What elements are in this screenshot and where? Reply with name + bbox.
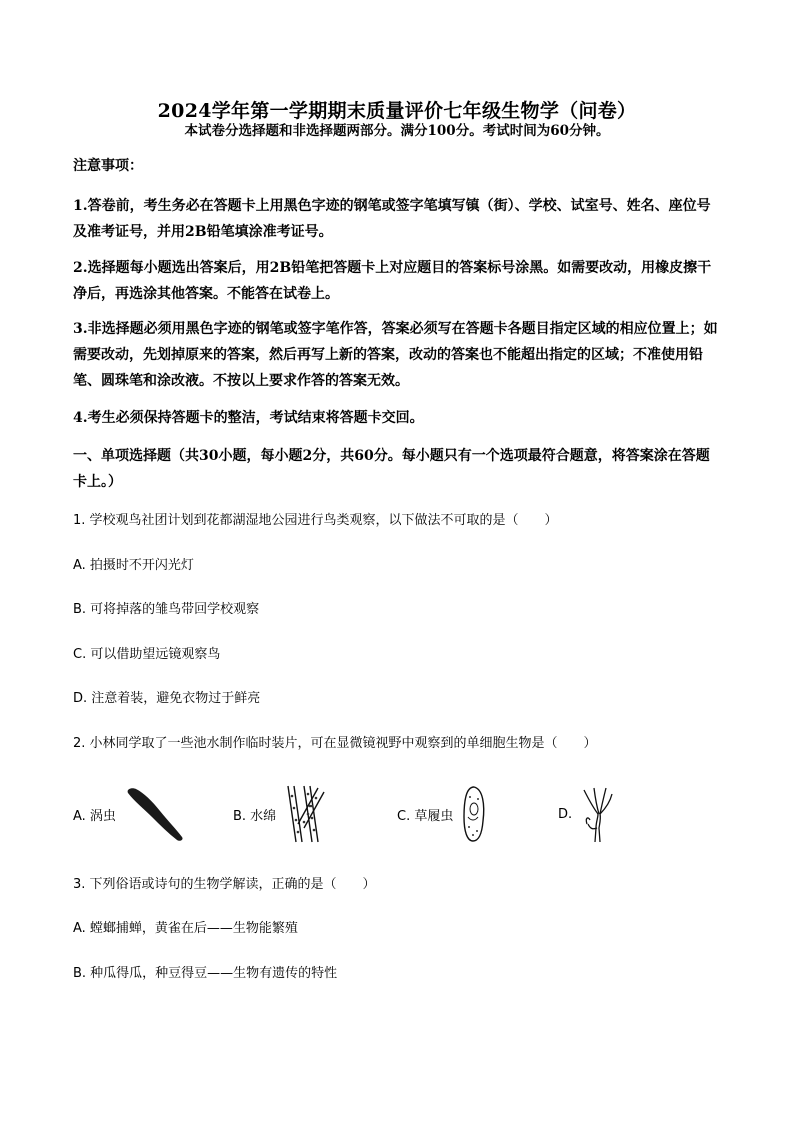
notice-item-1: 1.答卷前，考生务必在答题卡上用黑色字迹的钢笔或签字笔填写镇（街）、学校、试室号、姓名、座位号及准考证号，并用2B铅笔填涂准考证号。 bbox=[73, 198, 711, 240]
question-2-option-a bbox=[73, 784, 186, 844]
question-3-option-a: A. 螳螂捕蝉，黄雀在后——生物能繁殖 bbox=[73, 921, 298, 936]
section-heading: 一、单项选择题（共30小题，每小题2分，共60分。每小题只有一个选项最符合题意，将答案涂在答题卡上。） bbox=[73, 448, 710, 490]
notice-item-3: 3.非选择题必须用黑色字迹的钢笔或签字笔作答，答案必须写在答题卡各题目指定区域的相应位置上；如需要改动，先划掉原来的答案，然后再写上新的答案，改动的答案也不能超出指定的区域；不准使用铅笔、圆珠笔和涂改液。不按以上要求作答的答案无效。 bbox=[73, 321, 718, 389]
paramecium-icon bbox=[461, 785, 487, 843]
option-d-label: D. bbox=[558, 806, 573, 822]
question-2-stem: 2. 小林同学取了一些池水制作临时装片，可在显微镜视野中观察到的单细胞生物是（ ） bbox=[73, 736, 597, 751]
option-b-label: B. 水绵 bbox=[233, 808, 277, 824]
question-1-option-c: C. 可以借助望远镜观察鸟 bbox=[73, 647, 221, 662]
notice-item-2: 2.选择题每小题选出答案后，用2B铅笔把答题卡上对应题目的答案标号涂黑。如需要改动，用橡皮擦干净后，再选涂其他答案。不能答在试卷上。 bbox=[73, 260, 712, 302]
question-2-option-c bbox=[397, 784, 487, 844]
notice-heading: 注意事项： bbox=[73, 158, 143, 174]
option-a-label: A. 涡虫 bbox=[73, 808, 116, 824]
question-3-option-b: B. 种瓜得瓜，种豆得豆——生物有遗传的特性 bbox=[73, 966, 338, 981]
question-3-stem: 3. 下列俗语或诗句的生物学解读，正确的是（ ） bbox=[73, 877, 376, 892]
question-2-option-b bbox=[233, 784, 330, 844]
hydra-icon bbox=[580, 784, 614, 844]
spirogyra-icon bbox=[284, 784, 330, 844]
question-1-option-d: D. 注意着装，避免衣物过于鲜亮 bbox=[73, 691, 261, 706]
question-1-stem: 1. 学校观鸟社团计划到花都湖湿地公园进行鸟类观察，以下做法不可取的是（ ） bbox=[73, 513, 558, 528]
option-c-label: C. 草履虫 bbox=[397, 808, 454, 824]
exam-instructions: 本试卷分选择题和非选择题两部分。满分100分。考试时间为60分钟。 bbox=[184, 123, 610, 139]
question-2-options bbox=[73, 784, 723, 844]
question-1-option-b: B. 可将掉落的雏鸟带回学校观察 bbox=[73, 602, 260, 617]
question-2-option-d bbox=[558, 784, 614, 844]
page-title: 2024学年第一学期期末质量评价七年级生物学（问卷） bbox=[157, 100, 637, 122]
flatworm-icon bbox=[124, 785, 186, 843]
notice-item-4: 4.考生必须保持答题卡的整洁，考试结束将答题卡交回。 bbox=[73, 410, 424, 426]
question-1-option-a: A. 拍摄时不开闪光灯 bbox=[73, 558, 194, 573]
